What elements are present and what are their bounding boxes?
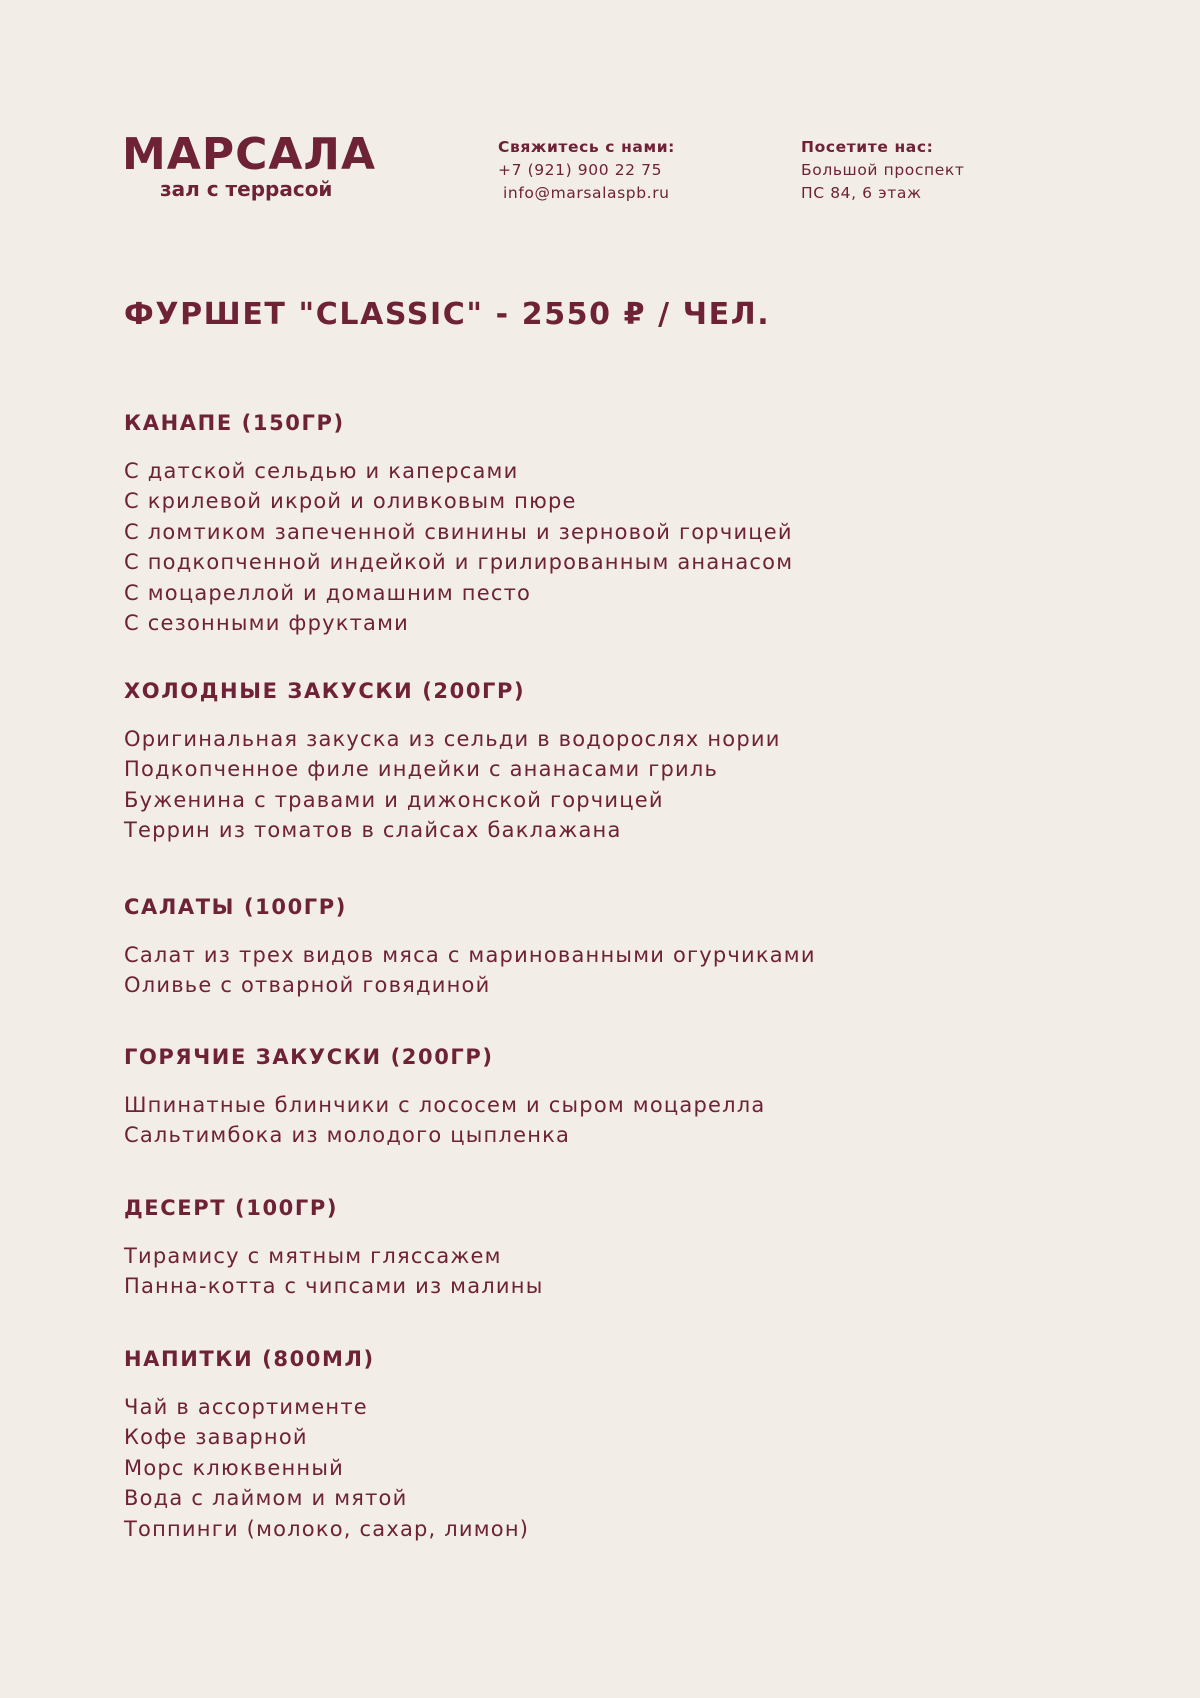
address-block	[801, 136, 964, 205]
menu-section-salads	[124, 894, 1124, 1001]
list-item: С моцареллой и домашним песто	[124, 580, 532, 605]
list-item: С подкопченной индейкой и грилированным ананасом	[124, 550, 794, 575]
section-heading: ГОРЯЧИЕ ЗАКУСКИ (200ГР)	[124, 1045, 494, 1069]
contact-heading: Свяжитесь с нами:	[498, 138, 675, 156]
item-list	[124, 1241, 1124, 1302]
list-item: Салат из трех видов мяса с маринованными огурчиками	[124, 943, 816, 967]
item-list	[124, 724, 1124, 846]
section-heading: САЛАТЫ (100ГР)	[124, 895, 347, 919]
section-heading: НАПИТКИ (800МЛ)	[124, 1347, 375, 1371]
logo	[122, 129, 377, 201]
address-line-2: ПС 84, 6 этаж	[801, 184, 922, 202]
list-item: С сезонными фруктами	[124, 611, 410, 636]
address-line-1: Большой проспект	[801, 161, 965, 179]
list-item: Террин из томатов в слайсах баклажана	[124, 818, 622, 843]
menu-section-dessert	[124, 1195, 1124, 1302]
list-item: Чай в ассортименте	[124, 1395, 368, 1419]
list-item: С крилевой икрой и оливковым пюре	[124, 489, 577, 514]
list-item: Сальтимбока из молодого цыпленка	[124, 1123, 571, 1148]
menu-section-canapes	[124, 410, 1124, 638]
list-item: Вода с лаймом и мятой	[124, 1486, 408, 1511]
list-item: Панна-котта с чипсами из малины	[124, 1274, 544, 1299]
list-item: С ломтиком запеченной свинины и зерновой горчицей	[124, 519, 793, 544]
list-item: Тирамису с мятным гляссажем	[124, 1244, 502, 1268]
menu-section-hot-appetizers	[124, 1044, 1124, 1151]
contact-block	[498, 136, 675, 205]
item-list	[124, 1392, 1124, 1544]
menu-section-drinks	[124, 1346, 1124, 1544]
phone-number[interactable]: +7 (921) 900 22 75	[498, 161, 663, 179]
section-heading: ХОЛОДНЫЕ ЗАКУСКИ (200ГР)	[124, 679, 526, 703]
logo-name: МАРСАЛА	[122, 129, 377, 180]
logo-tagline: зал с террасой	[160, 177, 333, 201]
list-item: Оригинальная закуска из сельди в водорослях нории	[124, 727, 781, 751]
menu-section-cold-appetizers	[124, 678, 1124, 846]
list-item: Морс клюквенный	[124, 1455, 344, 1480]
list-item: Буженина с травами и дижонской горчицей	[124, 787, 664, 812]
list-item: Топпинги (молоко, сахар, лимон)	[124, 1516, 530, 1541]
item-list	[124, 1090, 1124, 1151]
section-heading: КАНАПЕ (150ГР)	[124, 411, 345, 435]
list-item: Оливье с отварной говядиной	[124, 973, 491, 998]
list-item: С датской сельдью и каперсами	[124, 459, 519, 483]
item-list	[124, 456, 1124, 638]
email-address[interactable]: info@marsalaspb.ru	[503, 184, 670, 202]
list-item: Кофе заварной	[124, 1425, 308, 1450]
list-item: Шпинатные блинчики с лососем и сыром моцарелла	[124, 1093, 766, 1117]
section-heading: ДЕСЕРТ (100ГР)	[124, 1196, 339, 1220]
address-heading: Посетите нас:	[801, 138, 934, 156]
page-title: ФУРШЕТ "CLASSIC" - 2550 ₽ / ЧЕЛ.	[124, 297, 771, 332]
list-item: Подкопченное филе индейки с ананасами гриль	[124, 757, 719, 782]
item-list	[124, 940, 1124, 1001]
